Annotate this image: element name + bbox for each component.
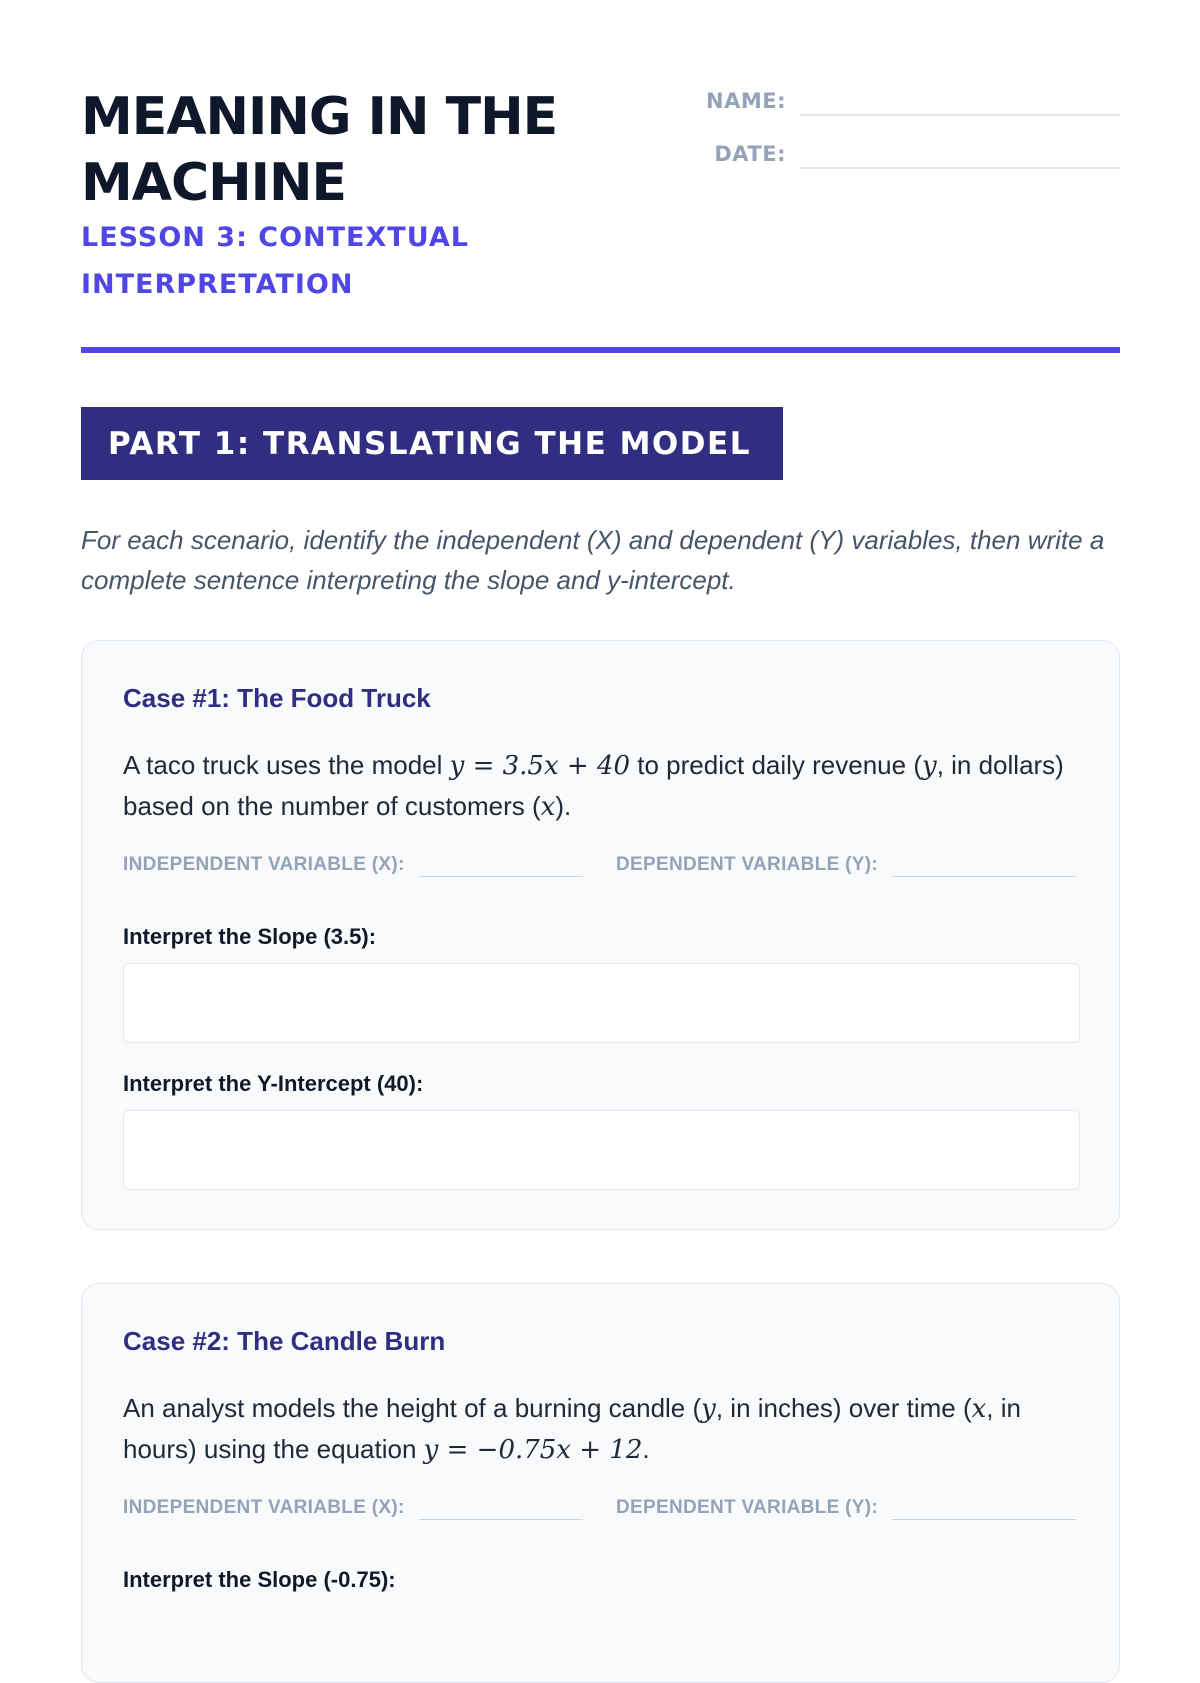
variable-x: x (971, 1394, 987, 1424)
variable-y: y (701, 1394, 716, 1424)
dependent-variable-group (616, 1484, 1076, 1520)
case-text-part: A taco truck uses the model (123, 750, 450, 780)
case-card-food-truck (81, 640, 1120, 1230)
lesson-subtitle: LESSON 3: CONTEXTUAL INTERPRETATION (81, 222, 469, 300)
case-text-part: ). (555, 791, 572, 821)
case-description (123, 745, 1083, 827)
name-field[interactable] (800, 84, 1120, 116)
worksheet-title: MEANING IN THE MACHINE (81, 87, 558, 213)
dependent-variable-label: DEPENDENT VARIABLE (Y): (616, 854, 878, 875)
dependent-variable-field[interactable] (892, 1489, 1076, 1520)
intercept-prompt: Interpret the Y-Intercept (40): (123, 1071, 424, 1096)
variable-x: x (540, 792, 556, 822)
part-1-banner: PART 1: TRANSLATING THE MODEL (81, 407, 783, 480)
case-text-part: , in hours) using the equation (123, 1393, 1021, 1464)
variables-row (123, 1484, 1080, 1520)
date-label: DATE: (714, 142, 786, 166)
case-text-part: , in inches) over time ( (715, 1393, 972, 1423)
case-title: Case #2: The Candle Burn (123, 1326, 446, 1356)
independent-variable-group (123, 1484, 583, 1520)
case-text-part: An analyst models the height of a burning candle ( (123, 1393, 702, 1423)
date-field[interactable] (800, 137, 1120, 169)
intercept-answer-box[interactable] (123, 1110, 1080, 1190)
independent-variable-field[interactable] (419, 1489, 583, 1520)
case-text-part: , in dollars) based on the number of customers ( (123, 750, 1064, 821)
dependent-variable-group (616, 841, 1076, 877)
slope-prompt: Interpret the Slope (3.5): (123, 924, 377, 949)
case-card-candle-burn (81, 1283, 1120, 1683)
equation: y = −0.75x + 12 (423, 1435, 643, 1465)
slope-answer-box[interactable] (123, 963, 1080, 1043)
equation: y = 3.5x + 40 (449, 751, 631, 781)
case-title: Case #1: The Food Truck (123, 683, 431, 713)
name-label: NAME: (706, 89, 786, 113)
independent-variable-group (123, 841, 583, 877)
independent-variable-label: INDEPENDENT VARIABLE (X): (123, 854, 405, 875)
dependent-variable-field[interactable] (892, 846, 1076, 877)
worksheet-page (81, 0, 1120, 1592)
name-field-row (686, 84, 1120, 116)
date-field-row (686, 137, 1120, 169)
slope-prompt: Interpret the Slope (-0.75): (123, 1567, 396, 1592)
case-text-part: to predict daily revenue ( (630, 750, 922, 780)
independent-variable-field[interactable] (419, 846, 583, 877)
case-description (123, 1388, 1083, 1470)
header-divider (81, 347, 1120, 353)
case-text-part: . (642, 1434, 650, 1464)
dependent-variable-label: DEPENDENT VARIABLE (Y): (616, 1497, 878, 1518)
variables-row (123, 841, 1080, 877)
independent-variable-label: INDEPENDENT VARIABLE (X): (123, 1497, 405, 1518)
worksheet-header (81, 0, 1120, 356)
variable-y: y (921, 751, 937, 781)
part-1-instructions: For each scenario, identify the independent (X) and dependent (Y) variables, then write a complete sentence interpreting the slope and y-intercept. (81, 525, 1105, 595)
